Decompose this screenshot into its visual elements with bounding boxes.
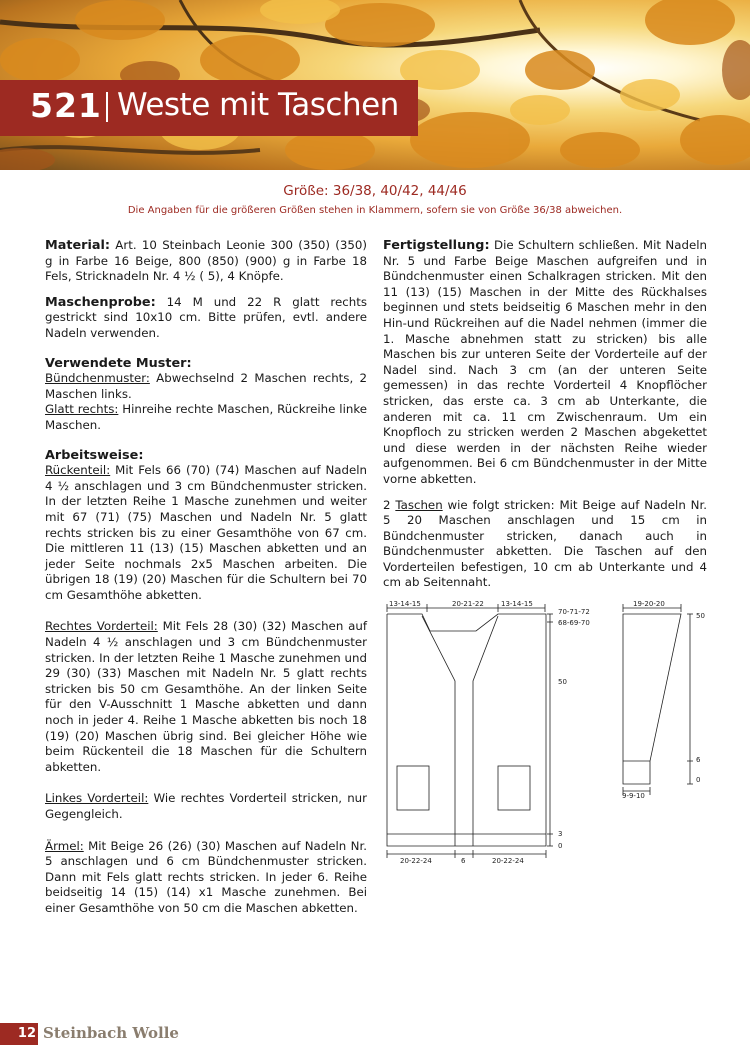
muster-2-text: Hinreihe rechte Maschen, Rückreihe linke Maschen.	[45, 402, 368, 432]
muster-1-text: Abwechselnd 2 Maschen rechts, 2 Maschen links.	[45, 371, 367, 401]
fertigstellung-text: Die Schultern schließen. Mit Nadeln Nr. 5 und Farbe Beige Maschen aufgreifen und in Bündchenmuster einen Schalkragen stricken. Mit den 11 (13) (15) Maschen in der Mitte des Rückhalses beginnen und stets beidseitig 6 Maschen mehr in den Hin-und Rückreihen auf die Nadel nehmen (immer die 1. Masche abnehmen statt zu stricken) bis alle Maschen bis zur unteren Seite der Vorderteile auf der Nadel sind. Nach 3 cm (an der unteren Seite gemessen) in das rechte Vorderteil 4 Knopflöcher stricken, das erste ca. 3 cm ab Unterkante, die anderen mit ca. 11 cm Zwischenraum. Um ein Knopfloch zu stricken werden 2 Maschen abgekettet und diese werden in der nächsten Reihe wieder aufgenommen. Bei 6 cm Bündchenmuster in der Mitte vorne abketten.	[383, 238, 707, 486]
dim-bottom-left: 20-22-24	[400, 857, 432, 865]
dim-shoulder-right: 13-14-15	[501, 600, 533, 608]
material-paragraph	[45, 238, 367, 285]
right-column	[383, 238, 707, 601]
rechtes-vorderteil-text: Mit Fels 28 (30) (32) Maschen auf Nadeln 4 ½ anschlagen und 3 cm Bündchenmuster stricken. In der letzten Reihe 1 Masche zunehmen und 29 (30) (33) Maschen mit Nadeln Nr. 5 glatt rechts stricken bis 50 cm Gesamthöhe. An der linken Seite für den V-Ausschnitt 1 Masche abketten und dann noch in jeder 4. Reihe 1 Masche abketten bis noch 18 (19) (20) Maschen übrig sind. Bei gleicher Höhe wie beim Rückenteil die 18 Maschen für die Schultern abketten.	[45, 619, 367, 774]
rueckenteil-paragraph	[45, 463, 367, 603]
probe-text: 14 M und 22 R glatt rechts gestrickt sind 10x10 cm. Bitte prüfen, evtl. andere Nadeln verwenden.	[45, 294, 367, 340]
rechtes-vorderteil-heading: Rechtes Vorderteil:	[45, 619, 158, 634]
rueckenteil-text: Mit Fels 66 (70) (74) Maschen auf Nadeln 4 ½ anschlagen und 3 cm Bündchenmuster stricken. In der letzten Reihe 1 Masche zunehmen und weiter mit 67 (71) (75) Maschen und Nadeln Nr. 5 glatt rechts stricken bis zu einer Gesamthöhe von 67 cm. Die mittleren 11 (13) (15) Maschen abketten und an jeder Seite nochmals 2x5 Maschen arbeiten. Die übrigen 18 (19) (20) Maschen für die Schultern bei 70 cm Gesamthöhe abketten.	[45, 463, 367, 602]
dim-height-50: 50	[558, 678, 567, 686]
material-heading: Material:	[45, 238, 111, 253]
title-separator	[106, 92, 108, 122]
taschen-paragraph	[383, 498, 707, 592]
brand-name: Steinbach Wolle	[43, 1024, 179, 1042]
page-title: Weste mit Taschen	[117, 87, 399, 123]
probe-paragraph	[45, 295, 367, 342]
probe-heading: Maschenprobe:	[45, 294, 156, 310]
rueckenteil-heading: Rückenteil:	[45, 463, 111, 478]
fertigstellung-paragraph	[383, 238, 707, 488]
dim-shoulder-left: 13-14-15	[389, 600, 421, 608]
dim-sleeve-50: 50	[696, 612, 705, 620]
muster-heading: Verwendete Muster:	[45, 355, 192, 371]
muster-1-heading: Bündchenmuster:	[45, 371, 150, 386]
material-text: Art. 10 Steinbach Leonie 300 (350) (350) g in Farbe 16 Beige, 800 (850) (900) g in Farbe 18 Fels, Stricknadeln Nr. 4 ½ ( 5), 4 Knöpfe.	[45, 238, 367, 284]
dim-sleeve-bottom: 9-9-10	[622, 792, 645, 800]
schematic-diagram	[380, 596, 720, 866]
aermel-heading: Ärmel:	[45, 838, 84, 853]
dim-height-3: 3	[558, 830, 563, 838]
dim-sleeve-0: 0	[696, 776, 701, 784]
taschen-count: 2	[383, 497, 396, 512]
linkes-vorderteil-heading: Linkes Vorderteil:	[45, 791, 149, 806]
dim-sleeve-6: 6	[696, 756, 701, 764]
taschen-text: wie folgt stricken: Mit Beige auf Nadeln Nr. 5 20 Maschen anschlagen und 15 cm in Bündchenmuster stricken, danach auch in Bündchenmuster abketten. Die Taschen auf den Vorderteilen befestigen, 10 cm ab Unterkante und 4 cm ab Seitennaht.	[383, 497, 707, 590]
sizes-heading: Größe: 36/38, 40/42, 44/46	[283, 183, 467, 199]
aermel-paragraph	[45, 839, 367, 917]
muster-2-heading: Glatt rechts:	[45, 402, 119, 417]
dim-height-outer: 70-71-72	[558, 608, 590, 616]
muster-heading-line	[45, 356, 367, 372]
muster-2	[45, 402, 367, 433]
fertigstellung-heading: Fertigstellung:	[383, 238, 490, 253]
arbeit-heading: Arbeitsweise:	[45, 447, 144, 463]
left-column	[45, 238, 367, 927]
sizes-note: Die Angaben für die größeren Größen stehen in Klammern, sofern sie von Größe 36/38 abweichen.	[127, 205, 623, 216]
page-number: 12	[0, 1023, 38, 1045]
dim-bottom-right: 20-22-24	[492, 857, 524, 865]
taschen-heading: Taschen	[395, 497, 443, 512]
linkes-vorderteil-paragraph	[45, 791, 367, 822]
arbeit-heading-line	[45, 448, 367, 464]
linkes-vorderteil-text: Wie rechtes Vorderteil stricken, nur Gegengleich.	[45, 791, 367, 821]
pattern-number: 521	[30, 86, 102, 125]
muster-1	[45, 371, 367, 402]
dim-neck: 20-21-22	[452, 600, 484, 608]
dim-sleeve-top: 19-20-20	[633, 600, 665, 608]
dim-bottom-center: 6	[461, 857, 466, 865]
dim-height-inner: 68-69-70	[558, 619, 590, 627]
dim-height-0: 0	[558, 842, 563, 850]
aermel-text: Mit Beige 26 (26) (30) Maschen auf Nadeln Nr. 5 anschlagen und 6 cm Bündchenmuster stricken. Dann mit Fels glatt rechts stricken. In jeder 6. Reihe beidseitig 14 (15) (14) x1 Masche zunehmen. Bei einer Gesamthöhe von 50 cm die Maschen abketten.	[45, 838, 367, 915]
rechtes-vorderteil-paragraph	[45, 619, 367, 775]
